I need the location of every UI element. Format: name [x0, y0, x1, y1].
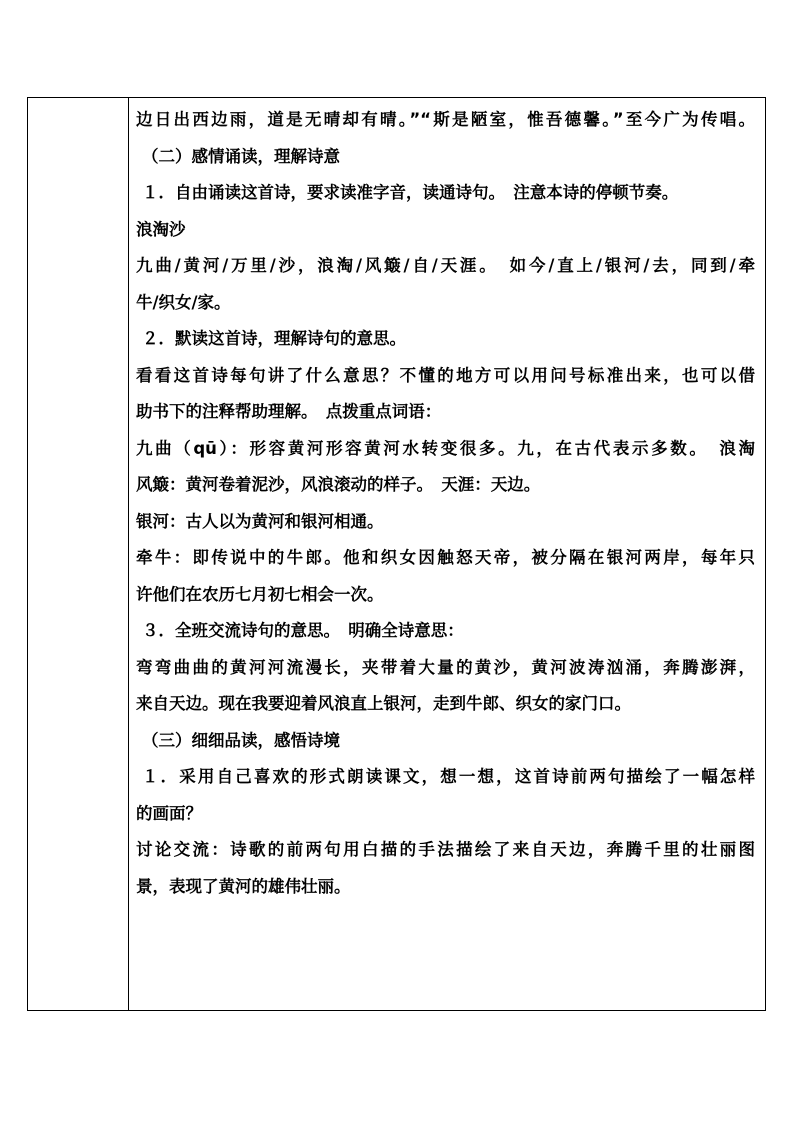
- text-line: 弯弯曲曲的黄河河流漫长，夹带着大量的黄沙，黄河波涛汹涌，奔腾澎湃，: [136, 657, 755, 677]
- text-line: 景，表现了黄河的雄伟壮丽。: [136, 876, 351, 896]
- text-line: 许他们在农历七月初七相会一次。: [136, 584, 384, 604]
- poem-line: 牛/织女/家。: [136, 292, 231, 312]
- poem-title: 浪淘沙: [136, 219, 186, 239]
- text-line: ２．默读这首诗，理解诗句的意思。: [142, 329, 406, 348]
- text-line: 来自天边。现在我要迎着风浪直上银河，走到牛郎、织女的家门口。: [136, 694, 631, 713]
- text-line: 边日出西边雨，道是无晴却有晴。”“斯是陋室，惟吾德馨。”至今广为传唱。: [136, 110, 755, 129]
- table-content-cell: [136, 102, 755, 905]
- text-line: 牵牛：即传说中的牛郎。他和织女因触怒天帝，被分隔在银河两岸，每年只: [136, 548, 755, 567]
- section-heading: （三）细细品读，感悟诗境: [142, 730, 340, 750]
- lesson-plan-table: [27, 97, 766, 1011]
- table-left-column: [28, 98, 129, 1010]
- text-line: １．自由诵读这首诗，要求读准字音，读通诗句。 注意本诗的停顿节奏。: [142, 183, 679, 202]
- text-line: ３．全班交流诗句的意思。 明确全诗意思：: [142, 621, 464, 640]
- text-line: 看看这首诗每句讲了什么意思？不懂的地方可以用问号标准出来，也可以借: [136, 365, 755, 385]
- text-line: 风簸：黄河卷着泥沙，风浪滚动的样子。 天涯：天边。: [136, 475, 541, 494]
- text-line: 的画面？: [136, 803, 202, 823]
- text-line: １．采用自己喜欢的形式朗读课文，想一想，这首诗前两句描绘了一幅怎样: [142, 767, 755, 786]
- text-line: 讨论交流：诗歌的前两句用白描的手法描绘了来自天边，奔腾千里的壮丽图: [136, 840, 755, 859]
- poem-line: 九曲/黄河/万里/沙，浪淘/风簸/自/天涯。 如今/直上/银河/去，同到/牵: [136, 256, 755, 275]
- text-line: 助书下的注释帮助理解。 点拨重点词语：: [136, 402, 442, 421]
- section-heading: （二）感情诵读，理解诗意: [142, 146, 340, 166]
- text-line: 银河：古人以为黄河和银河相通。: [136, 511, 384, 531]
- text-line: 九曲（qū）：形容黄河形容黄河水转变很多。九，在古代表示多数。 浪淘: [136, 438, 755, 458]
